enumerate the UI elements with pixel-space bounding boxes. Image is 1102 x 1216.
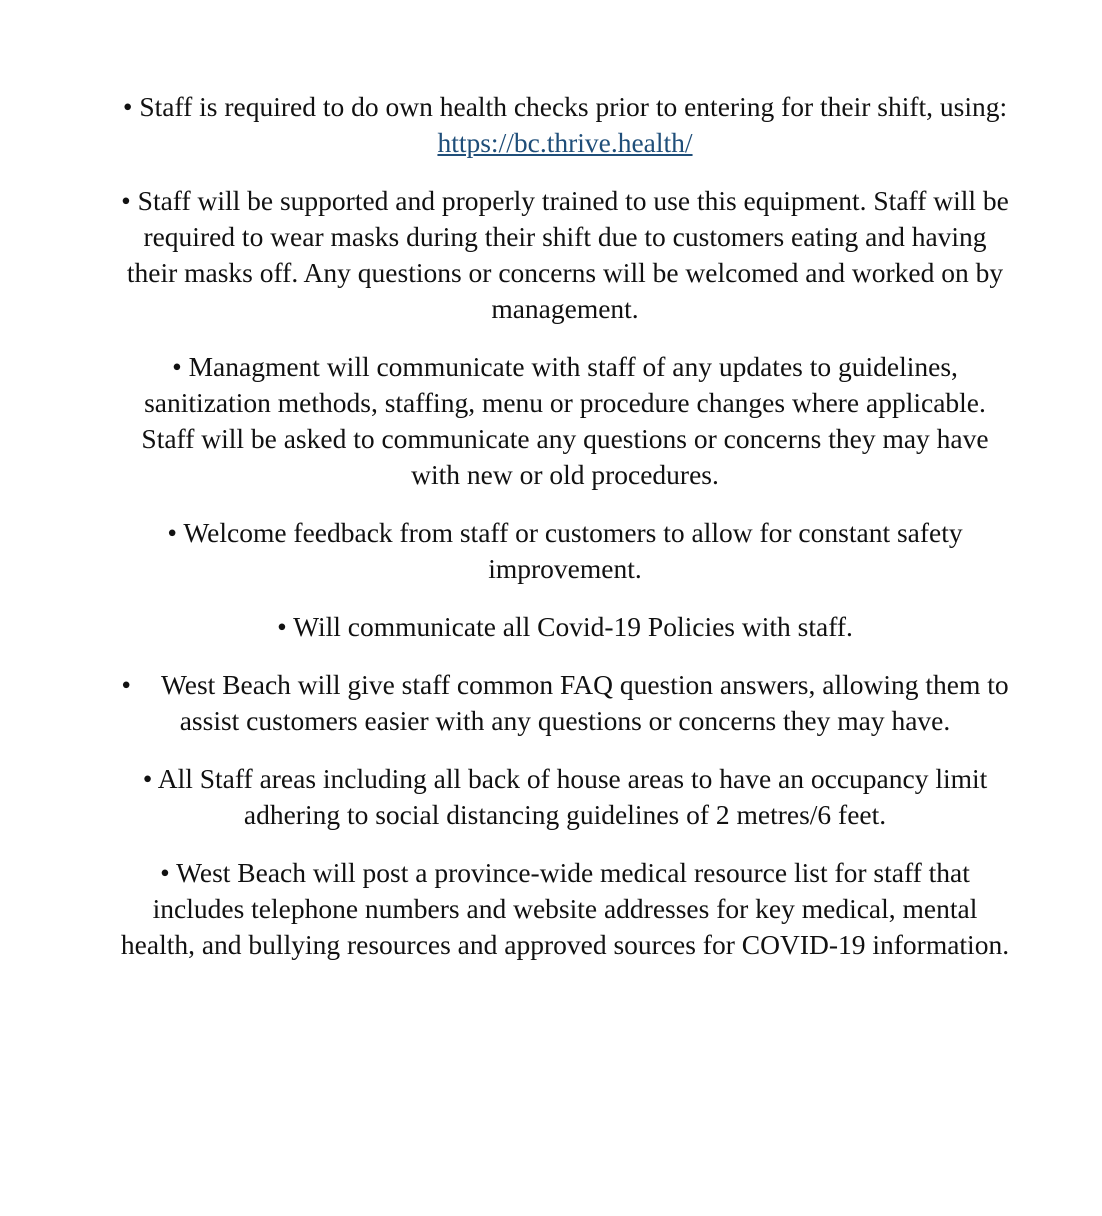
bullet: •	[121, 185, 131, 216]
bullet: •	[277, 611, 287, 642]
policy-document	[120, 89, 1010, 985]
policy-text: West Beach will post a province-wide medical resource list for staff that includes telephone numbers and website addresses for key medical, mental health, and bullying resources and approved sources for COVID-19 information.	[120, 857, 1010, 960]
policy-item-management-communication	[120, 349, 1010, 493]
policy-item-health-checks	[120, 89, 1010, 161]
bullet: •	[121, 669, 132, 700]
thrive-health-link[interactable]: https://bc.thrive.health/	[437, 127, 693, 158]
policy-text: West Beach will give staff common FAQ question answers, allowing them to assist customers easier with any questions or concerns they may have.	[161, 669, 1009, 736]
policy-item-feedback	[120, 515, 1010, 587]
bullet: •	[172, 351, 182, 382]
bullet: •	[142, 763, 153, 794]
policy-text: Managment will communicate with staff of any updates to guidelines, sanitization methods, staffing, menu or procedure changes where applicable. Staff will be asked to communicate any questions or concerns they may have with new or old procedures.	[141, 351, 989, 490]
policy-text: Will communicate all Covid-19 Policies with staff.	[293, 611, 853, 642]
policy-item-covid-policies	[120, 609, 1010, 645]
policy-text: All Staff areas including all back of house areas to have an occupancy limit adhering to social distancing guidelines of 2 metres/6 feet.	[157, 763, 988, 830]
policy-text: Welcome feedback from staff or customers to allow for constant safety improvement.	[183, 517, 963, 584]
policy-item-training-masks	[120, 183, 1010, 327]
policy-item-medical-resources	[120, 855, 1010, 963]
policy-item-occupancy-limit	[120, 761, 1010, 833]
bullet: •	[160, 857, 170, 888]
policy-text: Staff will be supported and properly trained to use this equipment. Staff will be required to wear masks during their shift due to customers eating and having their masks off. Any questions or concerns will be welcomed and worked on by management.	[126, 185, 1009, 324]
bullet: •	[167, 517, 177, 548]
policy-item-faq	[120, 667, 1010, 739]
bullet: •	[122, 91, 133, 122]
policy-text: Staff is required to do own health checks prior to entering for their shift, using:	[139, 91, 1008, 122]
